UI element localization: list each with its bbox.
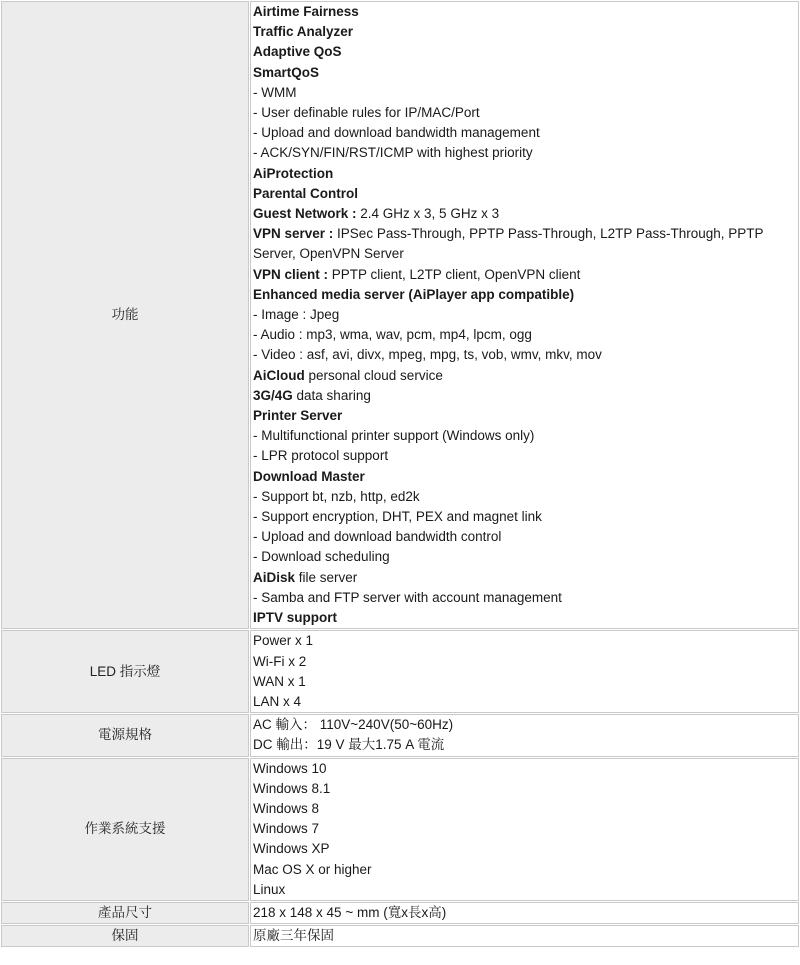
features-line-text: personal cloud service: [304, 367, 443, 383]
os-line: [253, 799, 796, 819]
features-line: [253, 143, 796, 163]
os-line-text: Windows XP: [253, 841, 330, 857]
os-line-text: Windows 8: [253, 800, 320, 816]
features-line: [253, 123, 796, 143]
led-line-text: Wi-Fi x 2: [253, 653, 307, 669]
features-line-text: - Support bt, nzb, http, ed2k: [253, 488, 420, 504]
features-line: [253, 467, 796, 487]
features-line-text: PPTP client, L2TP client, OpenVPN client: [328, 266, 581, 282]
features-line-text: - Download scheduling: [253, 549, 390, 565]
features-value: [250, 1, 799, 629]
features-line-bold: Guest Network :: [253, 206, 357, 222]
led-line-text: LAN x 4: [253, 693, 302, 709]
features-line-text: IPSec Pass-Through, PPTP Pass-Through, L2TP Pass-Through, PPTP Server, OpenVPN Server: [253, 226, 764, 262]
features-line-bold: SmartQoS: [253, 64, 320, 80]
features-line-text: - Support encryption, DHT, PEX and magnet link: [253, 509, 542, 525]
features-line: [253, 103, 796, 123]
led-line: [253, 631, 796, 651]
features-line-bold: Adaptive QoS: [253, 44, 342, 60]
features-line-text: - Samba and FTP server with account management: [253, 589, 562, 605]
features-line: [253, 386, 796, 406]
features-line: [253, 345, 796, 365]
features-line: [253, 426, 796, 446]
row-features: [1, 1, 799, 629]
features-line-text: file server: [295, 569, 358, 585]
features-line: [253, 507, 796, 527]
features-line-bold: Printer Server: [253, 408, 343, 424]
features-line-text: - Multifunctional printer support (Windows only): [253, 428, 535, 444]
features-line: [253, 2, 796, 22]
features-line-bold: Download Master: [253, 468, 365, 484]
features-line-text: - Upload and download bandwidth control: [253, 529, 502, 545]
power-line-text: DC 輸出：19 V 最大1.75 A 電流: [253, 737, 445, 753]
features-line: [253, 164, 796, 184]
row-power: [1, 714, 799, 756]
features-line-bold: Parental Control: [253, 185, 359, 201]
os-line-text: Mac OS X or higher: [253, 861, 372, 877]
size-value: [250, 902, 799, 924]
features-line-text: - ACK/SYN/FIN/RST/ICMP with highest priority: [253, 145, 533, 161]
features-line: [253, 42, 796, 62]
features-line-bold: VPN client :: [253, 266, 329, 282]
features-line-text: data sharing: [292, 387, 371, 403]
features-line-text: - LPR protocol support: [253, 448, 389, 464]
features-line: [253, 285, 796, 305]
features-line-text: - Audio : mp3, wma, wav, pcm, mp4, lpcm, ogg: [253, 327, 532, 343]
features-line-bold: Airtime Fairness: [253, 4, 359, 19]
features-line: [253, 406, 796, 426]
features-line-bold: VPN server :: [253, 226, 334, 242]
power-line: [253, 715, 796, 735]
features-line: [253, 325, 796, 345]
led-line-text: Power x 1: [253, 633, 314, 649]
warranty-value: [250, 925, 799, 947]
os-line: [253, 759, 796, 779]
features-line: [253, 547, 796, 567]
features-line: [253, 568, 796, 588]
features-line: [253, 63, 796, 83]
row-warranty: [1, 925, 799, 947]
os-line: [253, 880, 796, 900]
features-label: 功能: [1, 1, 249, 629]
size-label: 產品尺寸: [1, 902, 249, 924]
features-line: [253, 305, 796, 325]
features-line: [253, 446, 796, 466]
features-line-text: - Image : Jpeg: [253, 307, 340, 323]
features-line: [253, 224, 796, 264]
features-line: [253, 22, 796, 42]
power-line: [253, 735, 796, 755]
features-line: [253, 588, 796, 608]
led-line-text: WAN x 1: [253, 673, 306, 689]
features-line-bold: Traffic Analyzer: [253, 24, 354, 40]
size-line: [253, 903, 796, 923]
warranty-line-text: 原廠三年保固: [253, 928, 334, 944]
features-line: [253, 83, 796, 103]
features-line-text: - Video : asf, avi, divx, mpeg, mpg, ts, vob, wmv, mkv, mov: [253, 347, 602, 363]
power-label: 電源規格: [1, 714, 249, 756]
features-line: [253, 527, 796, 547]
led-label: LED 指示燈: [1, 630, 249, 713]
features-line: [253, 608, 796, 628]
features-line-bold: 3G/4G: [253, 387, 293, 403]
warranty-label: 保固: [1, 925, 249, 947]
features-line-text: - WMM: [253, 84, 297, 100]
os-line-text: Windows 10: [253, 760, 327, 776]
os-value: [250, 758, 799, 901]
led-line: [253, 672, 796, 692]
warranty-line: [253, 926, 796, 946]
size-line-text: 218 x 148 x 45 ~ mm (寬x長x高): [253, 904, 447, 920]
features-line: [253, 366, 796, 386]
features-line: [253, 184, 796, 204]
features-line-bold: AiCloud: [253, 367, 305, 383]
features-line: [253, 204, 796, 224]
os-label: 作業系統支援: [1, 758, 249, 901]
features-line: [253, 487, 796, 507]
os-line: [253, 819, 796, 839]
features-line-text: - Upload and download bandwidth management: [253, 125, 540, 141]
led-line: [253, 692, 796, 712]
features-line-bold: AiDisk: [253, 569, 296, 585]
row-os: [1, 758, 799, 901]
os-line-text: Windows 8.1: [253, 780, 331, 796]
power-line-text: AC 輸入： 110V~240V(50~60Hz): [253, 717, 454, 733]
os-line: [253, 779, 796, 799]
os-line: [253, 839, 796, 859]
features-line-text: 2.4 GHz x 3, 5 GHz x 3: [356, 206, 500, 222]
power-value: [250, 714, 799, 756]
row-led: [1, 630, 799, 713]
features-line-bold: IPTV support: [253, 610, 337, 626]
features-line-bold: AiProtection: [253, 165, 334, 181]
os-line-text: Linux: [253, 881, 286, 897]
os-line: [253, 860, 796, 880]
features-line: [253, 265, 796, 285]
led-value: [250, 630, 799, 713]
os-line-text: Windows 7: [253, 821, 320, 837]
features-line-text: - User definable rules for IP/MAC/Port: [253, 105, 480, 121]
led-line: [253, 652, 796, 672]
row-size: [1, 902, 799, 924]
features-line-bold: Enhanced media server (AiPlayer app compatible): [253, 286, 575, 302]
